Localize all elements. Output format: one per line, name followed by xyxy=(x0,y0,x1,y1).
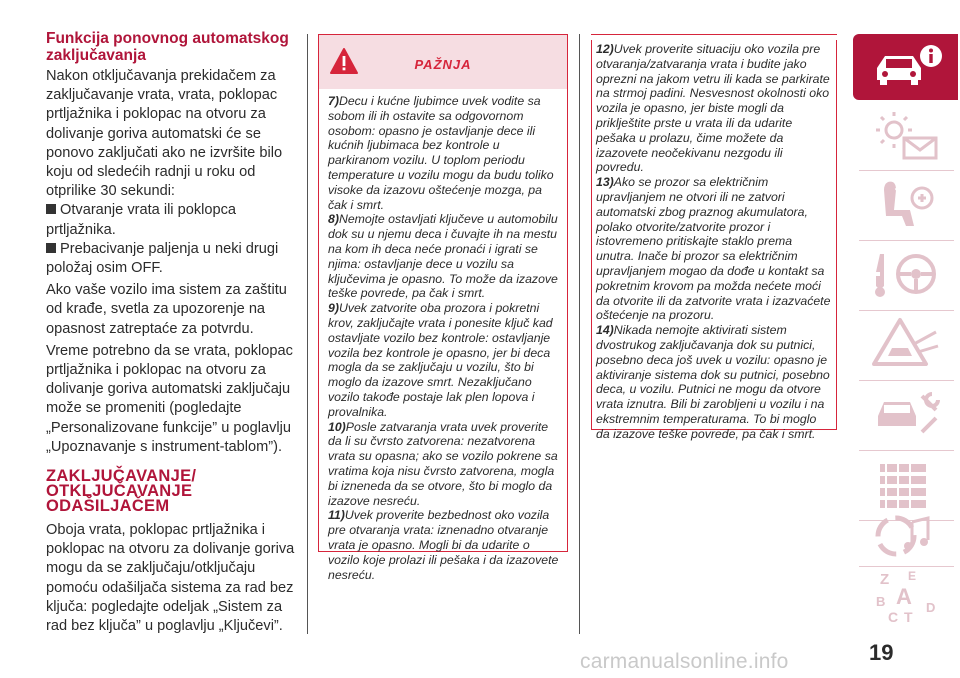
note-number: 11) xyxy=(328,508,345,523)
note-text: Posle zatvaranja vrata uvek proverite da li su čvrsto zatvorena: nezatvorena vrata su opasna; ako se vozilo pokrene sa vratima koja nisu čvrsto zatvorena, mogla bi izneneda da se otvore, što bi moglo da izazove nesreću. xyxy=(328,419,558,508)
warning-note xyxy=(596,175,832,323)
bullet-item xyxy=(46,201,298,239)
note-text: Nemojte ostavljati ključeve u automobilu dok su u njemu deca i čuvajte ih na mestu na kom ih deca neće pronaći i igrati se njima: ostavljanje dece u vozilu sa ključevima je opasno. To može da izazove teške povrede, pa čak i smrt. xyxy=(328,212,558,301)
index-letter: C xyxy=(887,609,898,624)
note-text: Uvek proverite bezbednost oko vozila pre otvaranja vrata: iznenadno otvaranje vrata je opasno. Mogli bi da udarite o vozilo koje prolazi ili pešaka i da izazovete nesreću. xyxy=(328,508,559,582)
note-number: 14) xyxy=(596,323,614,338)
sidebar-divider xyxy=(859,240,954,241)
note-number: 10) xyxy=(328,419,346,434)
bullet-marker-icon xyxy=(46,204,56,214)
warning-triangle-car-icon[interactable] xyxy=(853,312,958,376)
note-number: 12) xyxy=(596,42,614,56)
seat-safety-icon[interactable] xyxy=(853,172,958,236)
warning-note xyxy=(328,508,559,582)
paragraph-time-setting: Vreme potrebno da se vrata, poklopac prtljažnika i poklopac na otvoru za dolivanje goriva automatski zaključaju može se promeniti (pogledajte „Personalizovane funkcije” u poglavlju „Upoznavanje s instrument-tablom”). xyxy=(46,342,293,455)
steering-key-icon[interactable] xyxy=(853,242,958,306)
note-number: 7) xyxy=(328,94,339,108)
warning-note xyxy=(328,94,559,212)
paragraph-theft-system: Ako vaše vozilo ima sistem za zaštitu od krađe, svetla za upozorenje na opasnost zatreptaće za potvrdu. xyxy=(46,282,287,337)
note-text: Uvek zatvorite oba prozora i pokretni krov, zaključajte vrata i ponesite ključ kad ostavljate vozilo bez kontrole: ostavljanje vozila bez kontrole je opasno, jer bi deca mogla da se zaključaju u vozilu, što bi moglo da izazove smrt. Nezaključano vozilo takođe postaje lak plen lopova i provalnika. xyxy=(328,301,553,419)
sidebar-divider xyxy=(859,170,954,171)
section-heading-transmitter: ZAKLJUČAVANJE/ OTKLJUČAVANJE ODAŠILJAČEM xyxy=(46,467,197,516)
note-text: Nikada nemojte aktivirati sistem dvostrukog zaključavanja dok su putnici, posebno deca još uvek u vozilu: opasno je aktiviranje sistema dok su putnici, posebno deca, u vozilu. Putnici ne mogu da otvore vrata iznutra. Bili bi zarobljeni u vozilu i na ekstremnim temperaturama. To bi moglo da izazove teške povrede, pa čak i smrt. xyxy=(596,323,830,441)
index-letter: Z xyxy=(879,571,889,588)
index-letter: B xyxy=(875,594,885,609)
paragraph-transmitter: Oboja vrata, poklopac prtljažnika i poklopac na otvoru za dolivanje goriva mogu da se zaključaju/otključaju pomoću odašiljača sistema za rad bez ključa: pogledajte odeljak „Sistem za rad bez ključa” u poglavlju „Ključevi”. xyxy=(46,522,295,635)
paragraph-relock-intro: Nakon otključavanja prekidačem za zaključavanje vrata, vrata, poklopac prtljažnika i poklopac na otvoru za dolivanje goriva automatski će se ponovo zaključati ako ne izvršite bilo koju od sledećih radnji u roku od otprilike 30 sekundi: xyxy=(46,68,283,200)
index-letter: A xyxy=(895,584,912,609)
bullet-text: Prebacivanje paljenja u neki drugi položaj osim OFF. xyxy=(46,240,279,277)
sidebar-divider xyxy=(859,310,954,311)
note-text: Uvek proverite situaciju oko vozila pre otvaranja/zatvaranja vrata i budite jako oprezni na jakom vetru ili kada se parkirate na strmoj padini. Nesvesnost okolnosti oko vozila je opasno, jer biste mogli da priklještite prste u vrata ili da udarite pešaka u prolazu, čime možete da izazovete neočekivanu nezgodu ili povredu. xyxy=(596,42,830,175)
page-number: 19 xyxy=(869,640,894,665)
dashboard-lights-icon[interactable] xyxy=(853,104,958,168)
column-divider xyxy=(579,34,580,634)
chapter-sidebar xyxy=(849,0,960,678)
service-tools-icon[interactable] xyxy=(853,382,958,446)
watermark: carmanualsonline.info xyxy=(580,650,789,673)
warning-box-continued xyxy=(591,40,837,441)
bullet-text: Otvaranje vrata ili poklopca prtljažnika. xyxy=(46,202,237,238)
warning-note xyxy=(596,42,832,175)
bullet-marker-icon xyxy=(46,243,56,253)
index-letter: D xyxy=(925,600,935,615)
note-text: Ako se prozor sa električnim upravljanjem ne otvori ili ne zatvori automatski zbog praznog akumulatora, polako otvorite/zatvorite prozor i istovremeno pritiskajte staklo prema unutra. Inače bi prozor sa električnim upravljanjem mogao da dođe u kontakt sa pokretnim krovom pa možda nećete moći da otvorite ili da zatvorite vrata i izazvaćete oštećenje na prozoru. xyxy=(596,175,831,323)
warning-box-top-rule xyxy=(591,34,837,35)
warning-box xyxy=(318,34,568,582)
note-number: 8) xyxy=(328,212,339,227)
section-heading-auto-relock: Funkcija ponovnog automatskog zaključavanja xyxy=(46,30,289,64)
car-info-icon xyxy=(871,44,947,97)
column-divider xyxy=(307,34,308,634)
note-text: Decu i kućne ljubimce uvek vodite sa sobom ili ih ostavite sa odgovornom osobom: opasno je ostavljanje dece ili kućnih ljubimaca bez kontrole u parkiranom vozilu. U toplom periodu temperature u vozilu mogu da budu toliko visoke da izazovu oštećenje mozga, pa čak i smrt. xyxy=(328,94,554,212)
chapter-tab-active[interactable] xyxy=(853,34,958,100)
left-column xyxy=(46,30,298,636)
warning-note xyxy=(596,323,832,441)
index-letter: E xyxy=(907,569,916,583)
bullet-item xyxy=(46,240,298,278)
index-letter: T xyxy=(903,609,913,624)
warning-note xyxy=(328,420,559,509)
sidebar-divider xyxy=(859,450,954,451)
warning-notes xyxy=(319,89,567,582)
note-number: 9) xyxy=(328,301,339,316)
warning-title: PAŽNJA xyxy=(414,57,472,72)
warning-header xyxy=(319,35,567,89)
warning-note xyxy=(328,212,559,301)
note-number: 13) xyxy=(596,175,614,190)
warning-note xyxy=(328,301,559,419)
index-icon[interactable] xyxy=(853,566,958,626)
sidebar-divider xyxy=(859,380,954,381)
multimedia-icon[interactable] xyxy=(853,504,958,568)
